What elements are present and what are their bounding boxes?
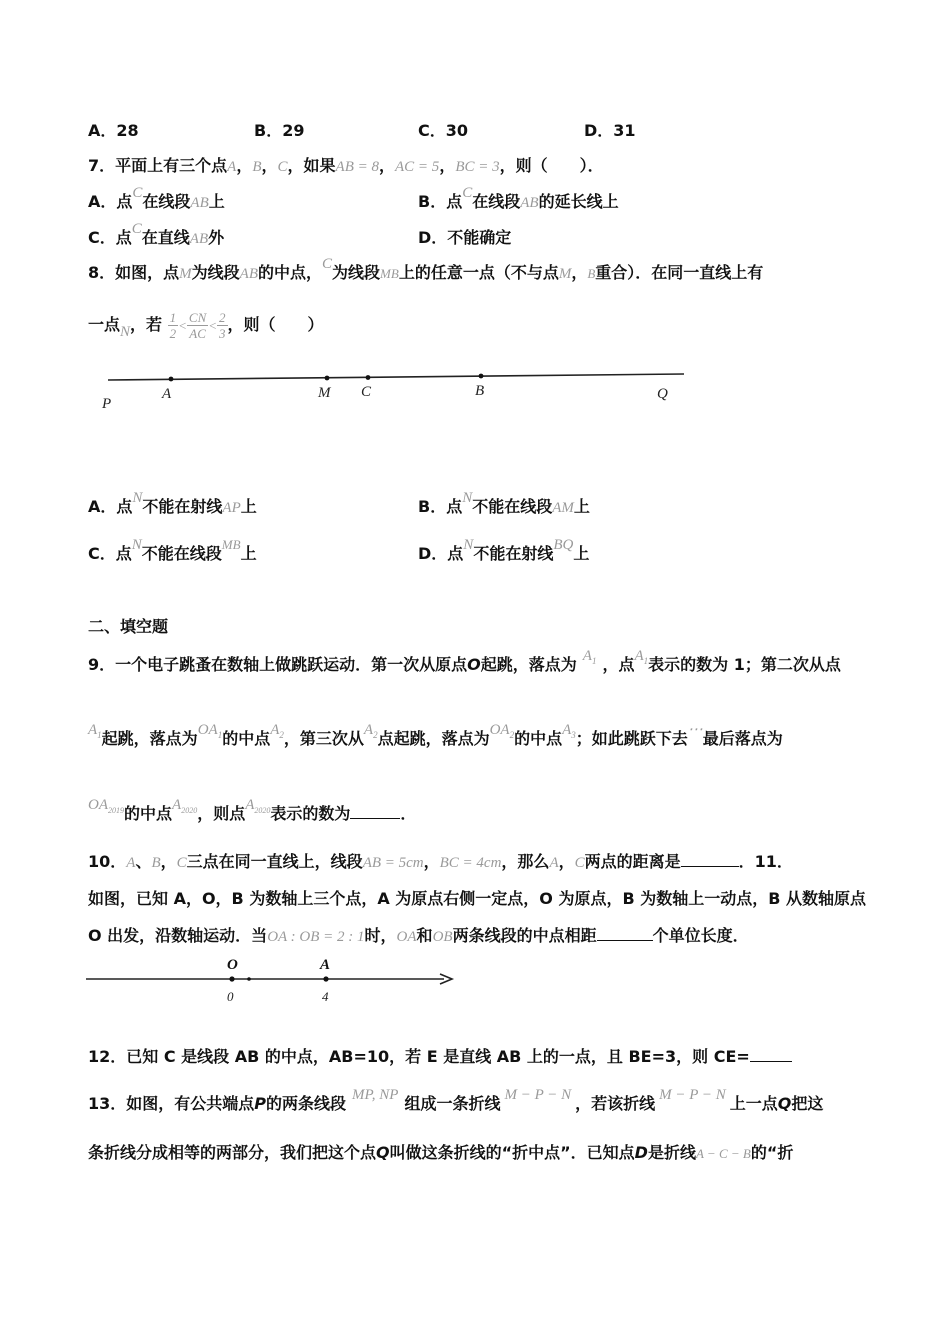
tick-label-0: 0 bbox=[227, 989, 234, 1004]
q8-option-b: B．点N不能在线段AM上 bbox=[418, 490, 590, 516]
q7-option-b: B．点C在线段AB的延长线上 bbox=[418, 185, 619, 211]
line-pq bbox=[108, 374, 684, 380]
q8-stem: 8．如图，点M为线段AB的中点，C为线段MB上的任意一点（不与点M，B重合）．在同一直线上有 bbox=[88, 256, 764, 282]
q8-option-d: D．点N不能在射线BQ上 bbox=[418, 537, 590, 563]
point-o bbox=[229, 976, 234, 981]
q12-answer-blank[interactable] bbox=[750, 1047, 792, 1062]
label-a: A bbox=[162, 386, 172, 402]
point-a bbox=[169, 377, 174, 382]
fraction-cn-ac: $\frac{CN}{AC}$ bbox=[188, 310, 207, 341]
q11-stem-line2: O 出发，沿数轴运动．当OA : OB = 2 : 1时，OA和OB两条线段的中点相距 个单位长度． bbox=[88, 926, 749, 945]
q10-answer-blank[interactable] bbox=[681, 852, 739, 867]
q13-stem: 13．如图，有公共端点P的两条线段 MP, NP 组成一条折线 M − P − N ，若该折线 M − P − N 上一点Q把这 bbox=[88, 1087, 824, 1113]
q10-stem: 10．A、B，C三点在同一直线上，线段AB = 5cm，BC = 4cm，那么A，C两点的距离是 ．11． bbox=[88, 852, 793, 871]
q8-line-figure bbox=[96, 360, 696, 416]
q6-option-b: B．29 bbox=[254, 121, 305, 140]
q11-number-line bbox=[84, 952, 464, 1008]
q7-option-c: C．点C在直线AB外 bbox=[88, 221, 225, 247]
q6-option-c: C．30 bbox=[418, 121, 469, 140]
section-title-fill-blank: 二、填空题 bbox=[88, 617, 169, 636]
q11-answer-blank[interactable] bbox=[597, 926, 653, 941]
label-m: M bbox=[318, 385, 331, 401]
point-c bbox=[366, 375, 371, 380]
q9-stem-line2: $A_1$起跳，落点为$OA_1$的中点$A_2$，第三次从$A_2$点起跳，落点为$OA_2$的中点$A_3$；如此跳跃下去⋯最后落点为 bbox=[88, 722, 783, 748]
q7-stem: 7．平面上有三个点A，B，C，如果AB = 8，AC = 5，BC = 3，则（ ）． bbox=[88, 156, 604, 175]
fraction-one-half: $\frac{1}{2}$ bbox=[169, 310, 177, 341]
fraction-two-thirds: $\frac{2}{3}$ bbox=[219, 310, 226, 341]
label-q: Q bbox=[657, 386, 668, 402]
q6-option-d: D．31 bbox=[584, 121, 636, 140]
q9-answer-blank[interactable] bbox=[350, 804, 400, 819]
q9-stem: 9．一个电子跳蚤在数轴上做跳跃运动．第一次从原点O起跳，落点为 $A_1$ ，点$A_1$表示的数为 1；第二次从点 bbox=[88, 648, 841, 674]
label-c: C bbox=[361, 384, 372, 400]
point-a bbox=[323, 976, 328, 981]
q11-stem: 如图，已知 A，O，B 为数轴上三个点，A 为原点右侧一定点，O 为原点，B 为数轴上一动点，B 从数轴原点 bbox=[88, 889, 866, 908]
tick-dot bbox=[247, 977, 251, 981]
q7-option-d: D．不能确定 bbox=[418, 228, 512, 247]
q8-stem-line2: 一点N，若 $\frac{1}{2}$ < $\frac{CN}{AC}$ < $\frac{2}{3}$ ，则（ ） bbox=[88, 310, 324, 341]
label-a: A bbox=[320, 957, 331, 973]
q6-option-a: A．28 bbox=[88, 121, 139, 140]
q13-stem-line2: 条折线分成相等的两部分，我们把这个点Q叫做这条折线的“折中点”．已知点D是折线A − C − B的“折 bbox=[88, 1143, 794, 1162]
label-p: P bbox=[102, 396, 112, 412]
tick-label-4: 4 bbox=[322, 989, 329, 1004]
point-b bbox=[479, 374, 484, 379]
q9-stem-line3: $OA_{2019}$的中点$A_{2020}$，则点$A_{2020}$表示的数为 ． bbox=[88, 797, 417, 823]
point-m bbox=[325, 376, 330, 381]
q7-option-a: A．点C在线段AB上 bbox=[88, 185, 225, 211]
q12-stem: 12．已知 C 是线段 AB 的中点，AB=10，若 E 是直线 AB 上的一点，且 BE=3，则 CE= bbox=[88, 1044, 792, 1067]
q8-option-a: A．点N不能在射线AP上 bbox=[88, 490, 257, 516]
label-b: B bbox=[475, 383, 485, 399]
q8-option-c: C．点N不能在线段$^{MB}$上 bbox=[88, 537, 257, 563]
label-o: O bbox=[227, 957, 238, 973]
